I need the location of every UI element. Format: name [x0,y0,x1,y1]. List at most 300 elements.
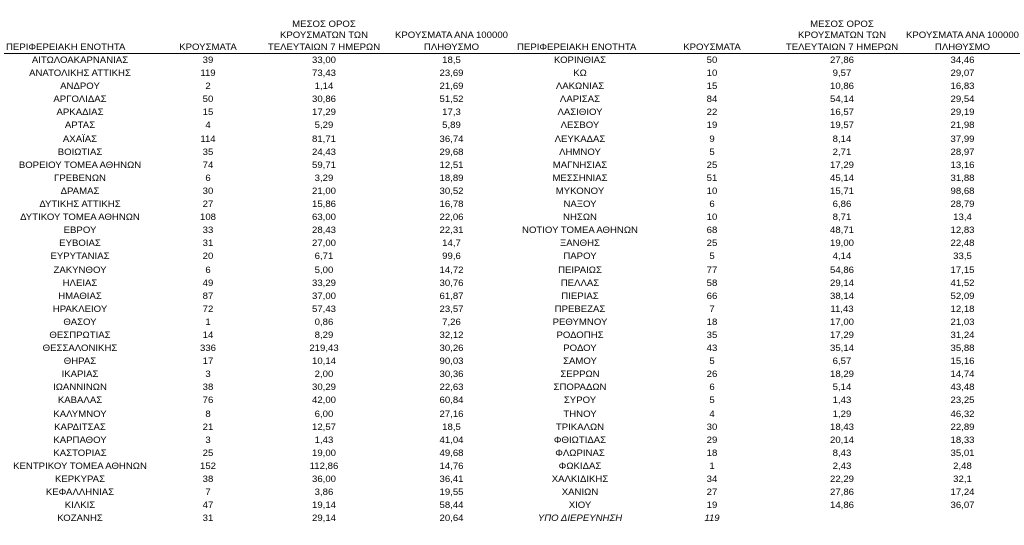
avg7-cell: 9,57 [832,68,852,80]
avg7-cell: 17,00 [829,316,854,328]
per100k-cell: 14,74 [950,369,975,381]
avg7-cell: 12,57 [311,421,336,433]
avg7-cell: 6,86 [832,199,852,211]
cases-cell: 10 [706,68,718,80]
table-row [4,250,515,263]
avg7-cell: 8,71 [832,212,852,224]
cases-cell: 1 [205,316,211,328]
table-row [515,368,1020,381]
cases-cell: 87 [202,290,214,302]
avg7-cell [779,512,905,525]
region-cell: ΘΑΣΟΥ [63,316,97,328]
region-cell: ΔΥΤΙΚΗΣ ΑΤΤΙΚΗΣ [39,199,121,211]
cases-cell: 6 [205,264,211,276]
header-region: ΠΕΡΙΦΕΡΕΙΑΚΗ ΕΝΟΤΗΤΑ [515,10,645,54]
per100k-cell: 60,84 [439,395,464,407]
cases-cell: 38 [202,474,214,485]
region-cell: ΔΥΤΙΚΟΥ ΤΟΜΕΑ ΑΘΗΝΩΝ [20,212,140,224]
per100k-cell: 52,09 [950,290,975,302]
avg7-cell: 2,00 [314,369,334,381]
table-row [515,133,1020,146]
table-row [515,172,1020,185]
per100k-cell: 18,33 [950,434,975,446]
cases-cell: 6 [709,199,715,211]
avg7-cell: 15,86 [311,199,336,211]
cases-cell: 14 [202,329,214,341]
per100k-cell: 58,44 [439,500,464,512]
cases-cell: 39 [202,55,214,66]
table-row [4,290,515,303]
region-cell: ΜΑΓΝΗΣΙΑΣ [552,159,608,171]
left-table [4,10,515,525]
per100k-cell: 51,52 [439,94,464,106]
region-cell: ΑΧΑΪΑΣ [62,133,98,145]
avg7-cell: 33,29 [311,277,336,289]
table-row [4,499,515,512]
table-row [515,264,1020,277]
avg7-cell: 18,29 [829,369,854,381]
avg7-cell: 17,29 [829,329,854,341]
per100k-cell: 36,41 [439,474,464,485]
per100k-cell: 32,12 [439,329,464,341]
per100k-cell: 28,79 [950,199,975,211]
region-cell: ΖΑΚΥΝΘΟΥ [53,264,107,276]
cases-cell: 33 [202,225,214,237]
table-row [515,80,1020,93]
table-row [4,368,515,381]
region-cell: ΚΑΡΠΑΘΟΥ [53,434,107,446]
table-row [515,499,1020,512]
avg7-cell: 22,29 [829,474,854,485]
table-row [515,211,1020,224]
avg7-cell: 30,29 [311,382,336,394]
region-cell: ΕΒΡΟΥ [63,225,97,237]
table-row [4,106,515,119]
table-row [515,394,1020,407]
header-avg7: ΜΕΣΟΣ ΟΡΟΣ ΚΡΟΥΣΜΑΤΩΝ ΤΩΝ ΤΕΛΕΥΤΑΙΩΝ 7 ΗΜΕΡΩΝ [779,10,905,54]
cases-cell: 17 [202,356,214,368]
avg7-cell: 8,43 [832,447,852,459]
per100k-cell: 16,83 [950,81,975,93]
region-cell: ΣΕΡΡΩΝ [560,369,600,381]
table-row [515,486,1020,499]
region-cell: ΧΙΟΥ [568,500,592,512]
cases-cell: 35 [706,329,718,341]
region-cell: ΙΚΑΡΙΑΣ [61,369,99,381]
table-row [4,277,515,290]
cases-cell: 10 [706,212,718,224]
table-row [4,133,515,146]
region-cell: ΚΕΡΚΥΡΑΣ [54,474,105,485]
cases-cell: 31 [202,238,214,250]
per100k-cell: 12,83 [950,225,975,237]
region-cell: ΔΡΑΜΑΣ [60,185,100,197]
region-cell: ΛΕΣΒΟΥ [560,120,600,132]
table-row [4,146,515,159]
per100k-cell: 7,26 [442,316,461,328]
table-row [4,93,515,106]
cases-cell: 74 [202,159,214,171]
cases-cell: 30 [202,185,214,197]
cases-cell: 3 [205,434,211,446]
avg7-cell: 3,29 [314,172,334,184]
table-row [515,185,1020,198]
table-row [515,198,1020,211]
per100k-cell: 36,74 [439,133,464,145]
avg7-cell: 27,86 [829,55,854,66]
avg7-cell: 63,00 [311,212,336,224]
right-table-header [515,10,1020,54]
table-row [515,106,1020,119]
cases-cell: 18 [706,447,718,459]
cases-cell: 84 [706,94,718,106]
region-cell: ΤΗΝΟΥ [563,408,597,420]
region-cell: ΚΕΦΑΛΛΗΝΙΑΣ [45,487,115,499]
cases-cell: 30 [706,421,718,433]
table-row [4,198,515,211]
table-row [515,447,1020,460]
avg7-cell: 42,00 [311,395,336,407]
avg7-cell: 35,14 [829,343,854,355]
table-row [515,237,1020,250]
per100k-cell: 29,54 [950,94,975,106]
avg7-cell: 1,29 [832,408,852,420]
per100k-cell: 49,68 [439,447,464,459]
region-cell: ΚΟΡΙΝΘΙΑΣ [553,55,607,66]
avg7-cell: 19,00 [829,238,854,250]
region-cell: ΗΜΑΘΙΑΣ [58,290,102,302]
table-row [515,342,1020,355]
table-row [4,421,515,434]
per100k-cell: 13,4 [953,212,972,224]
per100k-cell: 34,46 [950,55,975,66]
region-cell: ΘΕΣΠΡΩΤΙΑΣ [49,329,111,341]
per100k-cell: 27,16 [439,408,464,420]
region-cell: ΚΙΛΚΙΣ [64,500,96,512]
per100k-cell: 14,7 [442,238,461,250]
table-row [515,303,1020,316]
region-cell: ΦΘΙΩΤΙΔΑΣ [553,434,607,446]
avg7-cell: 4,14 [832,251,852,263]
right-table-body [515,54,1020,526]
table-row [4,447,515,460]
table-row [515,473,1020,486]
per100k-cell: 14,76 [439,460,464,472]
per100k-cell: 99,6 [442,251,461,263]
region-cell: ΡΕΘΥΜΝΟΥ [552,316,608,328]
region-cell: ΝΑΞΟΥ [563,199,597,211]
avg7-cell: 45,14 [829,172,854,184]
table-row [4,264,515,277]
cases-cell: 6 [709,382,715,394]
avg7-cell: 37,00 [311,290,336,302]
region-cell: ΑΡΓΟΛΙΔΑΣ [53,94,107,106]
cases-cell: 77 [706,264,718,276]
per100k-cell: 35,01 [950,447,975,459]
region-cell: ΚΑΣΤΟΡΙΑΣ [53,447,107,459]
cases-cell: 114 [200,133,216,145]
per100k-cell: 5,89 [442,120,461,132]
table-row [4,172,515,185]
cases-cell: 20 [202,251,214,263]
table-row [515,119,1020,132]
table-row [515,512,1020,525]
cases-cell: 5 [709,356,715,368]
cases-cell: 6 [205,172,211,184]
per100k-cell: 31,88 [950,172,975,184]
region-cell: ΚΑΛΥΜΝΟΥ [53,408,107,420]
table-row [4,512,515,525]
cases-cell: 27 [202,199,214,211]
per100k-cell: 18,89 [439,172,464,184]
per100k-cell: 30,52 [439,185,464,197]
cases-cell: 7 [709,303,715,315]
avg7-cell: 54,14 [829,94,854,106]
left-table-header [4,10,515,54]
cases-cell: 34 [706,474,718,485]
region-cell: ΚΕΝΤΡΙΚΟΥ ΤΟΜΕΑ ΑΘΗΝΩΝ [13,460,147,472]
avg7-cell: 11,43 [830,303,854,315]
table-row [515,93,1020,106]
per100k-cell: 18,5 [442,55,461,66]
region-cell: ΠΙΕΡΙΑΣ [561,290,599,302]
table-row [515,408,1020,421]
region-cell: ΝΟΤΙΟΥ ΤΟΜΕΑ ΑΘΗΝΩΝ [522,225,638,237]
per100k-cell: 22,89 [950,421,975,433]
avg7-cell: 57,43 [311,303,336,315]
table-row [4,119,515,132]
cases-cell: 66 [706,290,718,302]
table-row [515,421,1020,434]
region-cell: ΘΗΡΑΣ [63,356,97,368]
per100k-cell: 35,88 [950,343,975,355]
per100k-cell: 30,76 [439,277,464,289]
avg7-cell: 1,43 [832,395,852,407]
per100k-cell: 41,52 [950,277,975,289]
left-table-body [4,54,515,526]
cases-cell: 21 [202,421,214,433]
per100k-cell: 37,99 [950,133,975,145]
region-cell: ΣΠΟΡΑΔΩΝ [553,382,607,394]
table-row [4,80,515,93]
table-row [515,381,1020,394]
table-row [515,316,1020,329]
header-cases: ΚΡΟΥΣΜΑΤΑ [156,10,260,54]
cases-cell: 3 [205,369,211,381]
cases-cell: 336 [199,343,216,355]
per100k-cell: 21,69 [439,81,464,93]
cases-cell: 19 [706,500,718,512]
avg7-cell: 5,00 [314,264,334,276]
avg7-cell: 8,14 [832,133,852,145]
avg7-cell: 29,14 [829,277,854,289]
cases-cell: 29 [706,434,718,446]
region-cell: ΗΡΑΚΛΕΙΟΥ [52,303,108,315]
region-cell: ΑΝΑΤΟΛΙΚΗΣ ΑΤΤΙΚΗΣ [29,68,131,80]
cases-cell: 19 [706,120,718,132]
avg7-cell: 24,43 [311,146,336,158]
avg7-cell: 2,43 [832,460,852,472]
table-row [4,434,515,447]
avg7-cell: 112,86 [309,460,339,472]
table-row [515,67,1020,80]
per100k-cell: 22,63 [439,382,464,394]
per100k-cell: 29,19 [950,107,975,119]
per100k-cell: 12,51 [439,159,464,171]
per100k-cell: 43,48 [950,382,975,394]
per100k-cell: 29,68 [439,146,464,158]
region-cell: ΓΡΕΒΕΝΩΝ [54,172,106,184]
cases-cell: 25 [202,447,214,459]
region-cell: ΣΑΜΟΥ [563,356,597,368]
region-cell: ΜΥΚΟΝΟΥ [555,185,605,197]
table-row [4,185,515,198]
per100k-cell: 31,24 [950,329,975,341]
region-cell: ΠΑΡΟΥ [563,251,597,263]
region-cell: ΒΟΙΩΤΙΑΣ [57,146,103,158]
avg7-cell: 19,57 [829,120,854,132]
cases-cell: 5 [709,251,715,263]
per100k-cell: 19,55 [439,487,464,499]
region-cell: ΗΛΕΙΑΣ [62,277,98,289]
region-cell: ΑΙΤΩΛΟΑΚΑΡΝΑΝΙΑΣ [31,55,129,66]
avg7-cell: 28,43 [311,225,336,237]
cases-cell: 5 [709,395,715,407]
per100k-cell: 13,16 [950,159,975,171]
table-row [4,54,515,68]
cases-cell: 50 [706,55,718,66]
region-cell: ΦΩΚΙΔΑΣ [558,460,602,472]
avg7-cell: 6,71 [314,251,334,263]
cases-cell: 50 [202,94,214,106]
avg7-cell: 219,43 [309,343,339,355]
avg7-cell: 0,86 [314,316,334,328]
avg7-cell: 17,29 [311,107,336,119]
table-row [515,224,1020,237]
header-cases: ΚΡΟΥΣΜΑΤΑ [645,10,779,54]
cases-cell: 72 [202,303,214,315]
region-cell: ΚΟΖΑΝΗΣ [57,513,103,525]
table-row [4,408,515,421]
table-row [4,460,515,473]
per100k-cell: 29,07 [950,68,975,80]
region-cell: ΑΡΚΑΔΙΑΣ [56,107,104,119]
table-row [4,342,515,355]
region-cell: ΧΑΝΙΩΝ [561,487,599,499]
header-per100k: ΚΡΟΥΣΜΑΤΑ ΑΝΑ 100000 ΠΛΗΘΥΣΜΟ [388,10,515,54]
region-cell: ΛΑΣΙΘΙΟΥ [557,107,603,119]
per100k-cell: 23,69 [439,68,464,80]
cases-cell: 4 [709,408,715,420]
region-cell: ΑΡΤΑΣ [64,120,96,132]
per100k-cell: 98,68 [950,185,975,197]
per100k-cell: 23,25 [950,395,975,407]
cases-cell: 27 [706,487,718,499]
cases-cell: 47 [202,500,214,512]
cases-cell: 22 [706,107,718,119]
cases-cell: 119 [200,68,216,80]
avg7-cell: 3,86 [314,487,334,499]
per100k-cell: 22,06 [439,212,464,224]
region-cell: ΞΑΝΘΗΣ [560,238,600,250]
table-row [4,329,515,342]
cases-cell: 58 [706,277,718,289]
cases-cell: 7 [205,487,211,499]
region-cell: ΒΟΡΕΙΟΥ ΤΟΜΕΑ ΑΘΗΝΩΝ [18,159,142,171]
region-cell: ΚΑΡΔΙΤΣΑΣ [54,421,106,433]
cases-cell: 152 [199,460,216,472]
cases-cell: 15 [202,107,214,119]
avg7-cell: 48,71 [829,225,854,237]
avg7-cell: 8,29 [314,329,334,341]
cases-cell: 49 [202,277,214,289]
header-avg7: ΜΕΣΟΣ ΟΡΟΣ ΚΡΟΥΣΜΑΤΩΝ ΤΩΝ ΤΕΛΕΥΤΑΙΩΝ 7 ΗΜΕΡΩΝ [260,10,388,54]
cases-cell: 4 [205,120,211,132]
avg7-cell: 15,71 [829,185,854,197]
avg7-cell: 17,29 [829,159,854,171]
avg7-cell: 6,00 [314,408,334,420]
cases-cell: 5 [709,146,715,158]
cases-cell: 25 [706,159,718,171]
per100k-cell: 61,87 [439,290,464,302]
avg7-cell: 5,29 [314,120,334,132]
table-row [4,316,515,329]
region-cell: ΜΕΣΣΗΝΙΑΣ [552,172,608,184]
avg7-cell: 10,14 [311,356,336,368]
table-row [515,277,1020,290]
cases-cell: 31 [202,513,214,525]
cases-cell: 25 [706,238,718,250]
avg7-cell: 59,71 [311,159,336,171]
table-row [4,486,515,499]
region-cell: ΛΗΜΝΟΥ [559,146,601,158]
cases-cell: 10 [706,185,718,197]
cases-cell: 68 [706,225,718,237]
per100k-cell: 90,03 [439,356,464,368]
table-row [515,159,1020,172]
avg7-cell: 10,86 [829,81,854,93]
region-cell: ΕΥΒΟΙΑΣ [59,238,101,250]
region-cell: ΥΠΟ ΔΙΕΡΕΥΝΗΣΗ [537,513,623,525]
header-per100k: ΚΡΟΥΣΜΑΤΑ ΑΝΑ 100000 ΠΛΗΘΥΣΜΟ [905,10,1020,54]
cases-cell: 15 [706,81,718,93]
region-cell: ΛΑΚΩΝΙΑΣ [555,81,605,93]
cases-cell: 9 [709,133,715,145]
avg7-cell: 27,86 [829,487,854,499]
per100k-cell: 2,48 [953,460,972,472]
table-row [515,250,1020,263]
avg7-cell: 1,14 [314,81,334,93]
avg7-cell: 16,57 [829,107,854,119]
cases-cell: 8 [205,408,211,420]
region-cell: ΡΟΔΟΥ [563,343,597,355]
cases-cell: 43 [706,343,718,355]
cases-cell: 26 [706,369,718,381]
region-cell: ΕΥΡΥΤΑΝΙΑΣ [50,251,110,263]
per100k-cell: 20,64 [439,513,464,525]
avg7-cell: 27,00 [311,238,336,250]
per100k-cell: 33,5 [953,251,972,263]
table-row [515,329,1020,342]
per100k-cell: 17,15 [950,264,975,276]
avg7-cell: 19,14 [311,500,336,512]
per100k-cell: 16,78 [439,199,464,211]
header-region: ΠΕΡΙΦΕΡΕΙΑΚΗ ΕΝΟΤΗΤΑ [4,10,156,54]
per100k-cell: 36,07 [950,500,975,512]
table-row [4,394,515,407]
per100k-cell: 12,18 [950,303,975,315]
avg7-cell: 21,00 [311,185,336,197]
